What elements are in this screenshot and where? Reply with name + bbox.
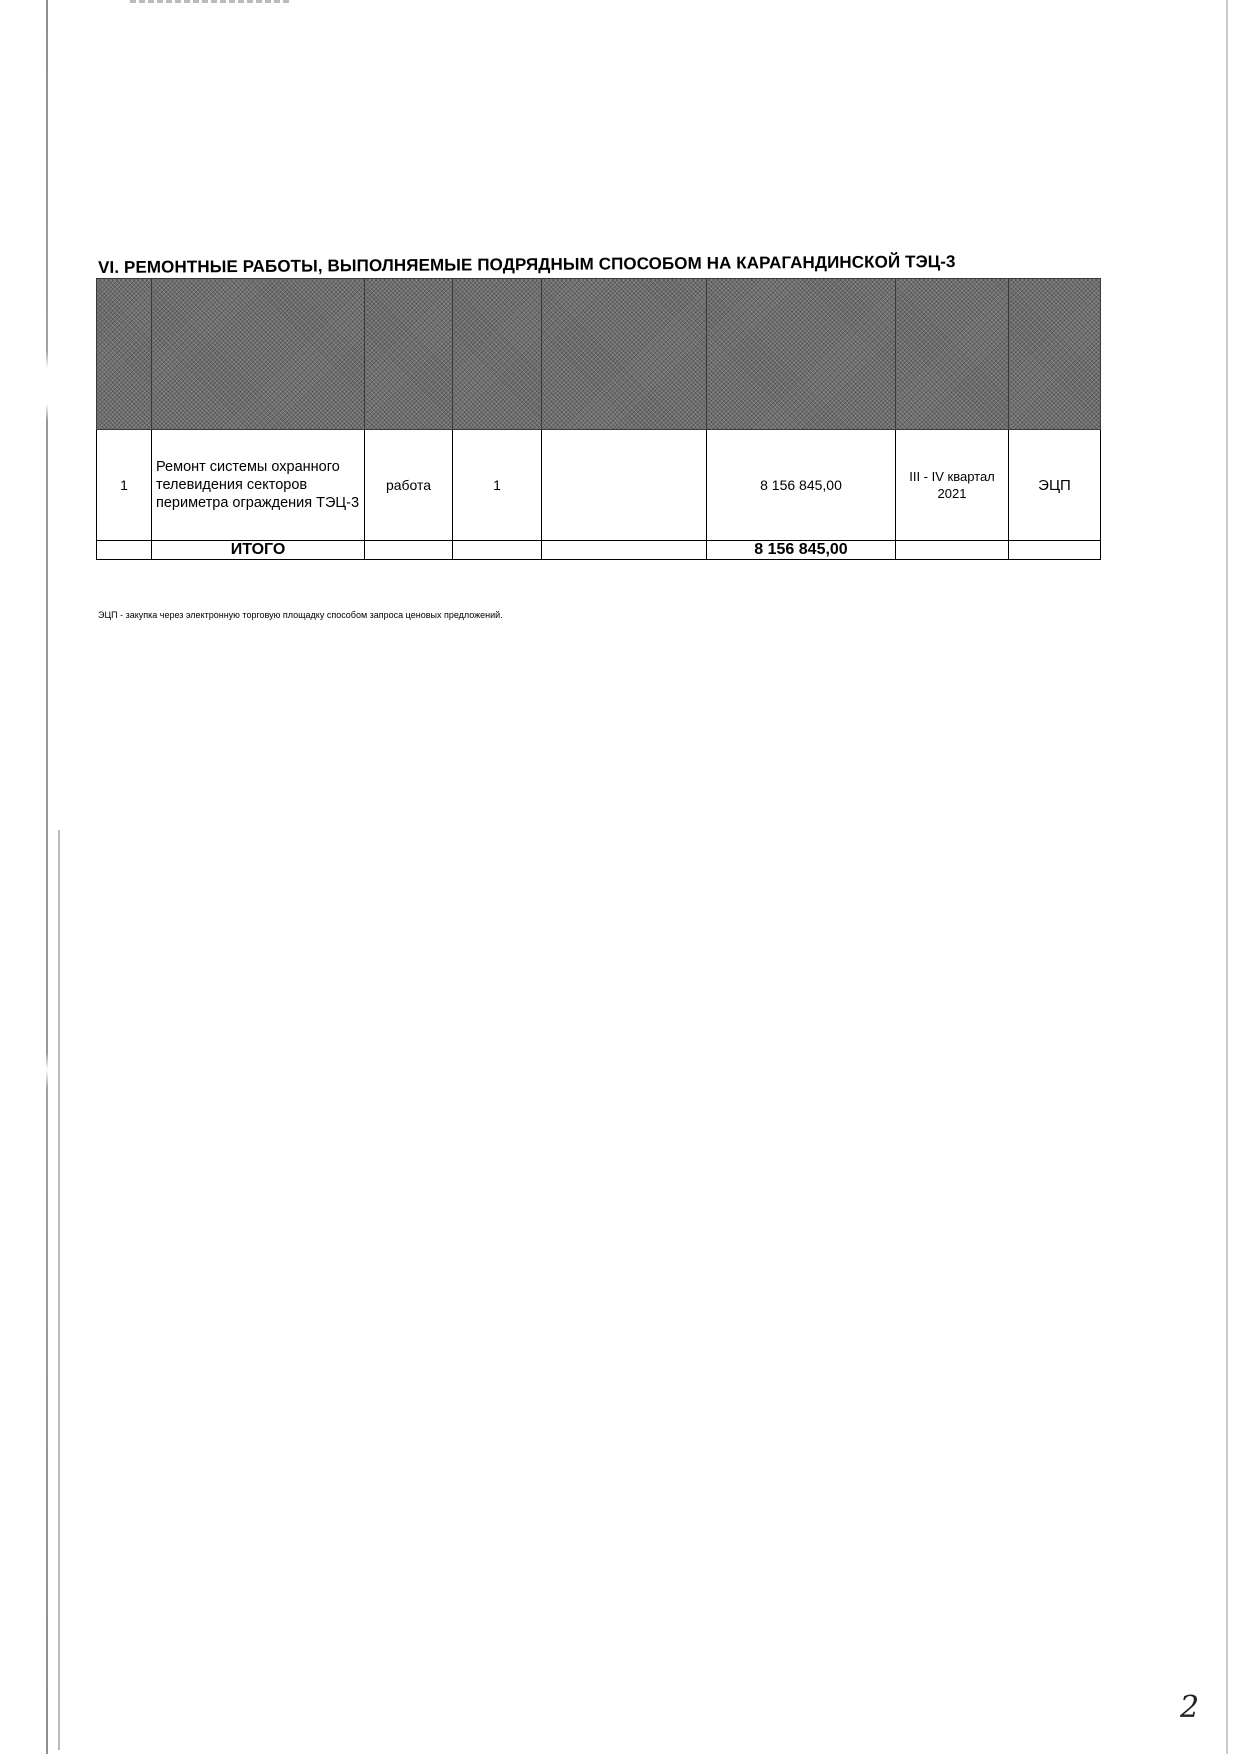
header-cell-blank	[542, 279, 707, 430]
header-cell-quantity	[453, 279, 542, 430]
footnote: ЭЦП - закупка через электронную торговую площадку способом запроса ценовых предложений.	[98, 610, 503, 620]
section-title: VI. РЕМОНТНЫЕ РАБОТЫ, ВЫПОЛНЯЕМЫЕ ПОДРЯДНЫМ СПОСОБОМ НА КАРАГАНДИНСКОЙ ТЭЦ-3	[98, 252, 956, 277]
header-cell-method	[1009, 279, 1101, 430]
scan-edge-left-inner	[58, 830, 60, 1750]
total-row	[97, 541, 1101, 560]
total-label: ИТОГО	[152, 541, 365, 560]
header-cell-unit	[365, 279, 453, 430]
scan-top-mark	[130, 0, 290, 3]
table-header-row	[97, 279, 1101, 430]
header-cell-amount	[707, 279, 896, 430]
total-empty-2	[365, 541, 453, 560]
total-amount: 8 156 845,00	[707, 541, 896, 560]
table-row	[97, 430, 1101, 541]
row-period: III - IV квартал 2021	[896, 430, 1009, 541]
scan-edge-left	[46, 0, 48, 1754]
header-cell-period	[896, 279, 1009, 430]
row-amount: 8 156 845,00	[707, 430, 896, 541]
row-description: Ремонт системы охранного телевидения секторов периметра ограждения ТЭЦ-3	[152, 430, 365, 541]
row-blank	[542, 430, 707, 541]
row-method: ЭЦП	[1009, 430, 1101, 541]
page-number: 2	[1180, 1690, 1200, 1725]
header-cell-description	[152, 279, 365, 430]
total-empty-4	[542, 541, 707, 560]
row-number: 1	[97, 430, 152, 541]
total-empty-5	[896, 541, 1009, 560]
total-empty-3	[453, 541, 542, 560]
total-empty-6	[1009, 541, 1101, 560]
header-cell-number	[97, 279, 152, 430]
scan-edge-right	[1226, 0, 1228, 1754]
row-quantity: 1	[453, 430, 542, 541]
total-empty-1	[97, 541, 152, 560]
row-unit: работа	[365, 430, 453, 541]
repair-works-table	[96, 278, 1101, 560]
